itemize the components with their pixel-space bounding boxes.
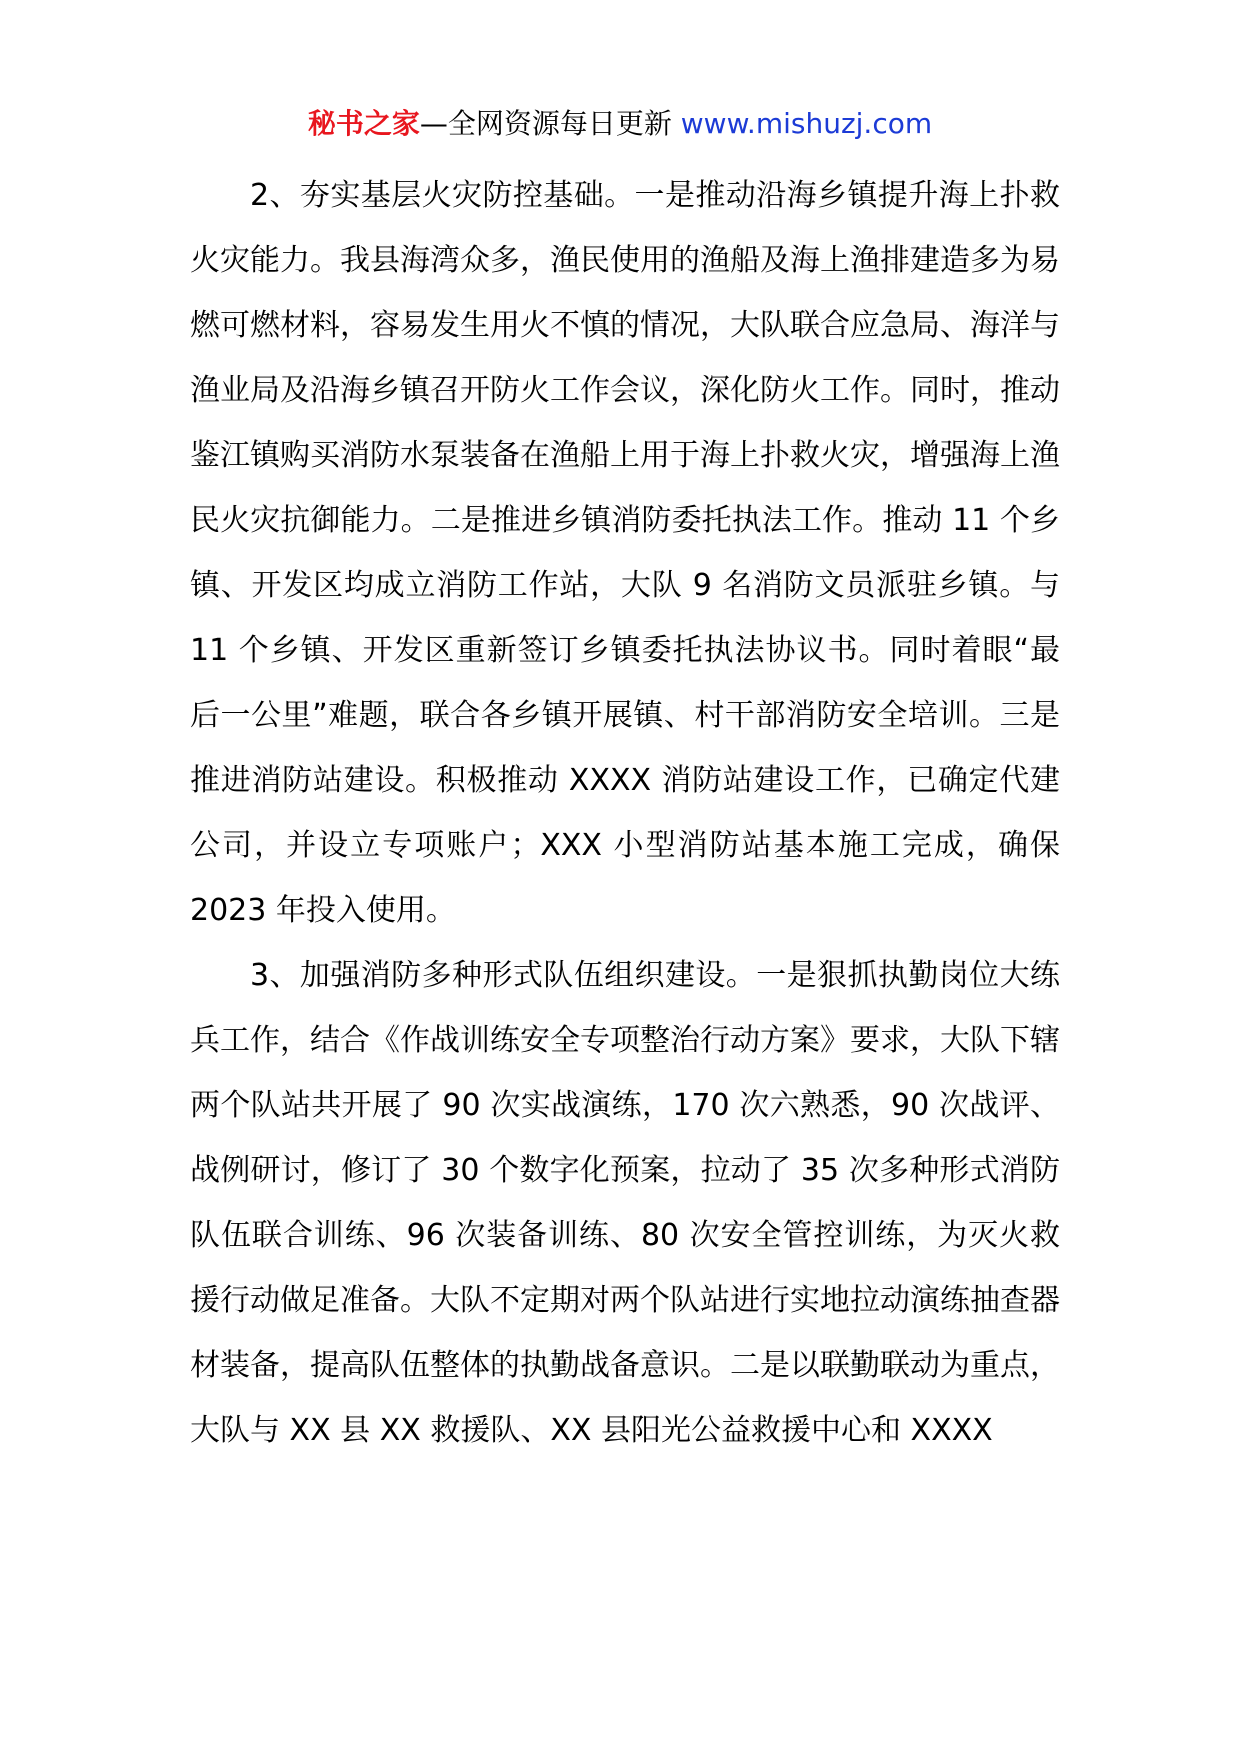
header-tagline: —全网资源每日更新 (419, 107, 681, 140)
paragraph-fire-prevention: 2、夯实基层火灾防控基础。一是推动沿海乡镇提升海上扑救火灾能力。我县海湾众多，渔民使用的渔船及海上渔排建造多为易燃可燃材料，容易发生用火不慎的情况，大队联合应急局、海洋与渔业局及沿海乡镇召开防火工作会议，深化防火工作。同时，推动鉴江镇购买消防水泵装备在渔船上用于海上扑救火灾，增强海上渔民火灾抗御能力。二是推进乡镇消防委托执法工作。推动 11 个乡镇、开发区均成立消防工作站，大队 9 名消防文员派驻乡镇。与 11 个乡镇、开发区重新签订乡镇委托执法协议书。同时着眼“最后一公里”难题，联合各乡镇开展镇、村干部消防安全培训。三是推进消防站建设。积极推动 XXXX 消防站建设工作，已确定代建公司，并设立专项账户；XXX 小型消防站基本施工完成，确保 2023 年投入使用。 (190, 178, 1060, 928)
paragraph-team-building: 3、加强消防多种形式队伍组织建设。一是狠抓执勤岗位大练兵工作，结合《作战训练安全专项整治行动方案》要求，大队下辖两个队站共开展了 90 次实战演练，170 次六熟悉，90 次战评、战例研讨，修订了 30 个数字化预案，拉动了 35 次多种形式消防队伍联合训练、96 次装备训练、80 次安全管控训练，为灭火救援行动做足准备。大队不定期对两个队站进行实地拉动演练抽查器材装备，提高队伍整体的执勤战备意识。二是以联勤联动为重点，大队与 XX 县 XX 救援队、XX 县阳光公益救援中心和 XXXX (190, 958, 1060, 1448)
site-header (0, 104, 1240, 144)
document-body (190, 163, 1060, 1463)
site-url-link[interactable]: www.mishuzj.com (680, 107, 933, 140)
brand-name: 秘书之家 (307, 107, 420, 140)
